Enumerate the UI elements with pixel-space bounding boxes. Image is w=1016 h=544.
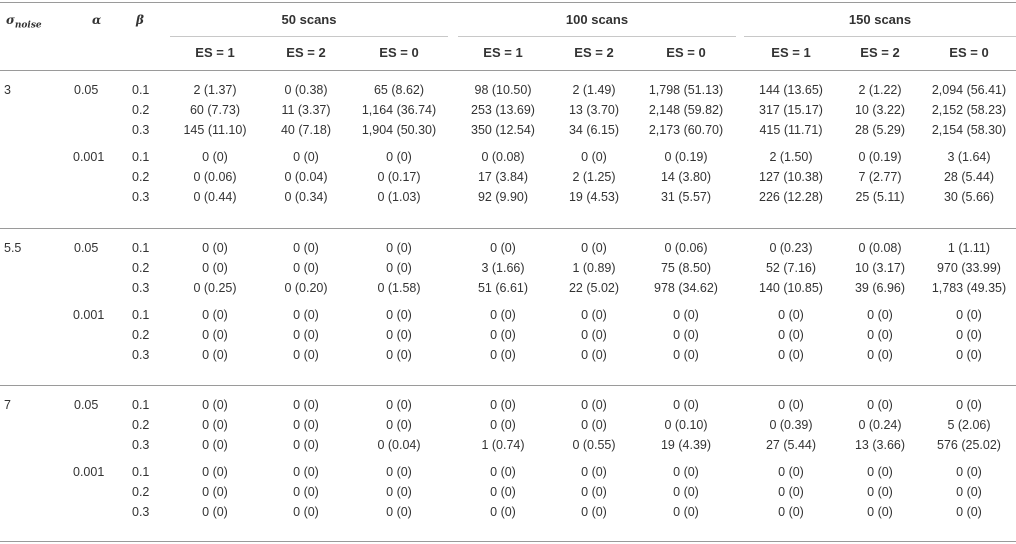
table-cell: 65 (8.62)	[373, 83, 425, 97]
table-cell: 13 (3.70)	[568, 103, 620, 118]
block-separator-rule	[0, 385, 1016, 386]
table-cell: 25 (5.11)	[855, 190, 905, 205]
table-cell: 0 (0)	[386, 485, 412, 500]
table-cell: 2,154 (58.30)	[931, 123, 1007, 138]
table-cell: 0 (0)	[581, 241, 607, 255]
beta-value: 0.3	[132, 438, 150, 453]
table-cell: 0 (0)	[581, 418, 607, 433]
subheader-es1-100: ES = 1	[483, 45, 523, 60]
table-cell: 0 (0.04)	[377, 438, 421, 453]
table-cell: 0 (0)	[581, 348, 607, 363]
table-cell: 0 (0)	[293, 438, 319, 453]
table-cell: 0 (0)	[386, 308, 412, 322]
table-cell: 0 (0)	[202, 348, 228, 363]
table-cell: 0 (0)	[293, 241, 319, 255]
table-cell: 0 (0)	[293, 485, 319, 500]
table-cell: 0 (0)	[386, 150, 412, 164]
table-cell: 0 (0)	[867, 308, 893, 322]
alpha-value: 0.05	[74, 241, 99, 255]
table-cell: 0 (0.55)	[572, 438, 616, 453]
table-cell: 2 (1.49)	[572, 83, 616, 97]
table-cell: 0 (0)	[867, 485, 893, 500]
table-cell: 0 (0)	[490, 418, 516, 433]
alpha-header	[92, 12, 101, 28]
table-cell: 0 (0)	[386, 465, 412, 479]
table-cell: 0 (0)	[202, 465, 228, 479]
table-cell: 19 (4.39)	[660, 438, 712, 453]
table-cell: 2 (1.25)	[572, 170, 616, 185]
table-cell: 0 (0.25)	[193, 281, 237, 296]
table-cell: 14 (3.80)	[660, 170, 712, 185]
table-cell: 350 (12.54)	[471, 123, 535, 138]
table-cell: 0 (0)	[956, 465, 982, 479]
table-cell: 0 (0)	[202, 485, 228, 500]
subheader-es0-50: ES = 0	[379, 45, 419, 60]
table-cell: 0 (0)	[386, 398, 412, 412]
table-cell: 0 (0)	[490, 465, 516, 479]
table-cell: 0 (0)	[202, 328, 228, 343]
beta-value: 0.1	[132, 465, 150, 479]
table-cell: 0 (0)	[293, 505, 319, 520]
table-cell: 0 (0)	[490, 241, 516, 255]
table-cell: 0 (0)	[673, 505, 699, 520]
sigma-value: 3	[4, 83, 11, 97]
table-cell: 0 (0)	[490, 348, 516, 363]
table-cell: 39 (6.96)	[854, 281, 906, 296]
table-cell: 0 (0)	[581, 150, 607, 164]
subheader-es2-150: ES = 2	[860, 45, 900, 60]
table-cell: 17 (3.84)	[477, 170, 529, 185]
group-underline-100	[458, 36, 736, 37]
subheader-es1-50: ES = 1	[195, 45, 235, 60]
table-cell: 0 (0)	[778, 308, 804, 322]
table-cell: 0 (0.24)	[858, 418, 902, 433]
table-cell: 0 (0)	[490, 505, 516, 520]
beta-value: 0.2	[132, 328, 150, 343]
beta-value: 0.3	[132, 505, 150, 520]
table-cell: 0 (0)	[581, 505, 607, 520]
table-cell: 0 (0)	[490, 328, 516, 343]
group-header-50-scans: 50 scans	[281, 12, 337, 27]
beta-value: 0.3	[132, 348, 150, 363]
table-cell: 0 (0.20)	[284, 281, 328, 296]
table-cell: 52 (7.16)	[765, 261, 817, 276]
table-cell: 40 (7.18)	[280, 123, 332, 138]
table-cell: 0 (0)	[673, 465, 699, 479]
beta-value: 0.1	[132, 308, 150, 322]
table-cell: 317 (15.17)	[759, 103, 823, 118]
beta-value: 0.1	[132, 150, 150, 164]
table-cell: 0 (0)	[293, 398, 319, 412]
beta-value: 0.3	[132, 190, 150, 205]
table-cell: 1,164 (36.74)	[361, 103, 437, 118]
table-cell: 5 (2.06)	[947, 418, 991, 433]
table-cell: 1,783 (49.35)	[931, 281, 1007, 296]
beta-value: 0.2	[132, 103, 150, 118]
subheader-es0-100: ES = 0	[666, 45, 706, 60]
beta-value: 0.3	[132, 123, 150, 138]
table-cell: 0 (0.06)	[664, 241, 708, 255]
table-cell: 7 (2.77)	[858, 170, 902, 185]
table-cell: 0 (0)	[293, 418, 319, 433]
table-cell: 0 (0.44)	[193, 190, 237, 205]
alpha-symbol: α	[92, 13, 102, 27]
table-cell: 0 (0)	[202, 398, 228, 412]
table-cell: 0 (0)	[293, 261, 319, 276]
table-cell: 0 (0.08)	[481, 150, 525, 164]
table-cell: 0 (0)	[956, 398, 982, 412]
table-cell: 3 (1.64)	[947, 150, 991, 164]
table-cell: 2 (1.22)	[858, 83, 902, 97]
table-cell: 0 (0)	[778, 485, 804, 500]
sigma-noise-header	[6, 12, 42, 33]
beta-value: 0.3	[132, 281, 150, 296]
table-cell: 10 (3.22)	[854, 103, 906, 118]
table-cell: 2,094 (56.41)	[931, 83, 1007, 97]
beta-symbol: β	[136, 13, 144, 27]
block-separator-rule	[0, 541, 1016, 542]
table-cell: 0 (0)	[293, 348, 319, 363]
table-cell: 0 (0)	[956, 328, 982, 343]
subheader-es2-50: ES = 2	[286, 45, 326, 60]
table-cell: 2,152 (58.23)	[931, 103, 1007, 118]
table-cell: 2,148 (59.82)	[648, 103, 724, 118]
group-header-100-scans: 100 scans	[565, 12, 629, 27]
table-cell: 140 (10.85)	[759, 281, 823, 296]
table-cell: 2,173 (60.70)	[648, 123, 724, 138]
table-cell: 0 (0)	[490, 398, 516, 412]
table-cell: 0 (0)	[778, 348, 804, 363]
subheader-es1-150: ES = 1	[771, 45, 811, 60]
table-cell: 0 (0)	[673, 398, 699, 412]
table-cell: 0 (0.10)	[664, 418, 708, 433]
beta-value: 0.2	[132, 170, 150, 185]
table-cell: 0 (0)	[490, 308, 516, 322]
table-cell: 0 (0)	[867, 398, 893, 412]
table-cell: 2 (1.50)	[769, 150, 813, 164]
table-cell: 576 (25.02)	[937, 438, 1001, 453]
subheader-es2-100: ES = 2	[574, 45, 614, 60]
beta-value: 0.2	[132, 418, 150, 433]
table-cell: 0 (0)	[581, 308, 607, 322]
beta-value: 0.1	[132, 241, 150, 255]
table-cell: 0 (0)	[293, 308, 319, 322]
table-cell: 31 (5.57)	[660, 190, 712, 205]
sigma-subscript: noise	[14, 20, 42, 31]
table-cell: 0 (0.08)	[858, 241, 902, 255]
table-cell: 98 (10.50)	[474, 83, 532, 97]
table-cell: 0 (0)	[202, 150, 228, 164]
table-cell: 1 (1.11)	[947, 241, 991, 255]
table-cell: 0 (0)	[956, 485, 982, 500]
beta-value: 0.1	[132, 83, 150, 97]
table-cell: 28 (5.29)	[854, 123, 906, 138]
table-cell: 0 (0)	[293, 328, 319, 343]
table-cell: 75 (8.50)	[660, 261, 712, 276]
table-cell: 92 (9.90)	[477, 190, 529, 205]
table-cell: 13 (3.66)	[854, 438, 906, 453]
table-cell: 0 (0)	[867, 465, 893, 479]
table-cell: 253 (13.69)	[471, 103, 535, 118]
table-cell: 0 (0)	[386, 418, 412, 433]
table-cell: 3 (1.66)	[481, 261, 525, 276]
table-cell: 1 (0.89)	[572, 261, 616, 276]
table-cell: 0 (0)	[202, 418, 228, 433]
table-cell: 1,904 (50.30)	[361, 123, 437, 138]
table-cell: 0 (0)	[673, 348, 699, 363]
header-bottom-rule	[0, 70, 1016, 71]
table-cell: 22 (5.02)	[568, 281, 620, 296]
table-top-rule	[0, 2, 1016, 3]
table-cell: 0 (0)	[293, 150, 319, 164]
alpha-value: 0.05	[74, 398, 99, 412]
table-cell: 0 (0)	[202, 261, 228, 276]
alpha-value: 0.001	[73, 465, 105, 479]
table-cell: 0 (0)	[386, 348, 412, 363]
table-cell: 0 (0)	[867, 348, 893, 363]
table-cell: 0 (0)	[386, 261, 412, 276]
table-cell: 0 (0)	[202, 241, 228, 255]
table-cell: 0 (0.04)	[284, 170, 328, 185]
table-cell: 0 (0)	[386, 328, 412, 343]
sigma-value: 7	[4, 398, 11, 412]
table-cell: 0 (0.34)	[284, 190, 328, 205]
table-cell: 0 (0)	[202, 505, 228, 520]
table-cell: 0 (0)	[673, 308, 699, 322]
table-cell: 0 (0)	[673, 328, 699, 343]
table-cell: 0 (0)	[581, 398, 607, 412]
table-cell: 11 (3.37)	[281, 103, 331, 118]
table-cell: 10 (3.17)	[854, 261, 906, 276]
table-cell: 0 (1.58)	[377, 281, 421, 296]
table-cell: 0 (0)	[386, 241, 412, 255]
group-underline-150	[744, 36, 1016, 37]
table-cell: 0 (0.38)	[284, 83, 328, 97]
table-cell: 0 (0)	[581, 465, 607, 479]
table-cell: 144 (13.65)	[759, 83, 823, 97]
table-cell: 0 (0)	[778, 328, 804, 343]
block-separator-rule	[0, 228, 1016, 229]
table-cell: 226 (12.28)	[759, 190, 823, 205]
table-cell: 0 (0)	[581, 328, 607, 343]
group-header-150-scans: 150 scans	[848, 12, 912, 27]
table-cell: 27 (5.44)	[765, 438, 817, 453]
sigma-symbol: σ	[6, 13, 15, 27]
table-cell: 0 (0)	[581, 485, 607, 500]
table-cell: 0 (0)	[293, 465, 319, 479]
table-cell: 0 (0.23)	[769, 241, 813, 255]
table-cell: 19 (4.53)	[568, 190, 620, 205]
table-cell: 0 (0.19)	[664, 150, 708, 164]
table-cell: 0 (0.06)	[193, 170, 237, 185]
table-cell: 145 (11.10)	[183, 123, 247, 138]
table-cell: 970 (33.99)	[937, 261, 1001, 276]
table-cell: 0 (0)	[867, 328, 893, 343]
table-cell: 28 (5.44)	[943, 170, 995, 185]
table-cell: 0 (0)	[202, 438, 228, 453]
alpha-value: 0.05	[74, 83, 99, 97]
table-cell: 0 (0)	[778, 505, 804, 520]
table-cell: 2 (1.37)	[193, 83, 237, 97]
group-underline-50	[170, 36, 448, 37]
table-cell: 30 (5.66)	[943, 190, 995, 205]
beta-header	[136, 12, 144, 28]
table-cell: 0 (0)	[867, 505, 893, 520]
table-cell: 1,798 (51.13)	[648, 83, 724, 97]
table-cell: 51 (6.61)	[477, 281, 529, 296]
alpha-value: 0.001	[73, 308, 105, 322]
table-cell: 0 (0)	[956, 348, 982, 363]
beta-value: 0.2	[132, 485, 150, 500]
table-cell: 0 (0)	[956, 505, 982, 520]
subheader-es0-150: ES = 0	[949, 45, 989, 60]
table-cell: 0 (1.03)	[377, 190, 421, 205]
table-cell: 0 (0.39)	[769, 418, 813, 433]
table-cell: 0 (0)	[202, 308, 228, 322]
table-cell: 127 (10.38)	[759, 170, 823, 185]
alpha-value: 0.001	[73, 150, 105, 164]
table-cell: 0 (0.19)	[858, 150, 902, 164]
table-cell: 0 (0)	[386, 505, 412, 520]
sigma-value: 5.5	[4, 241, 22, 255]
table-cell: 0 (0.17)	[377, 170, 421, 185]
table-cell: 0 (0)	[778, 398, 804, 412]
table-cell: 1 (0.74)	[481, 438, 525, 453]
table-cell: 978 (34.62)	[654, 281, 718, 296]
table-cell: 0 (0)	[673, 485, 699, 500]
table-cell: 60 (7.73)	[189, 103, 241, 118]
table-cell: 0 (0)	[956, 308, 982, 322]
table-cell: 0 (0)	[778, 465, 804, 479]
beta-value: 0.2	[132, 261, 150, 276]
table-cell: 0 (0)	[490, 485, 516, 500]
beta-value: 0.1	[132, 398, 150, 412]
table-cell: 34 (6.15)	[568, 123, 620, 138]
table-cell: 415 (11.71)	[759, 123, 823, 138]
